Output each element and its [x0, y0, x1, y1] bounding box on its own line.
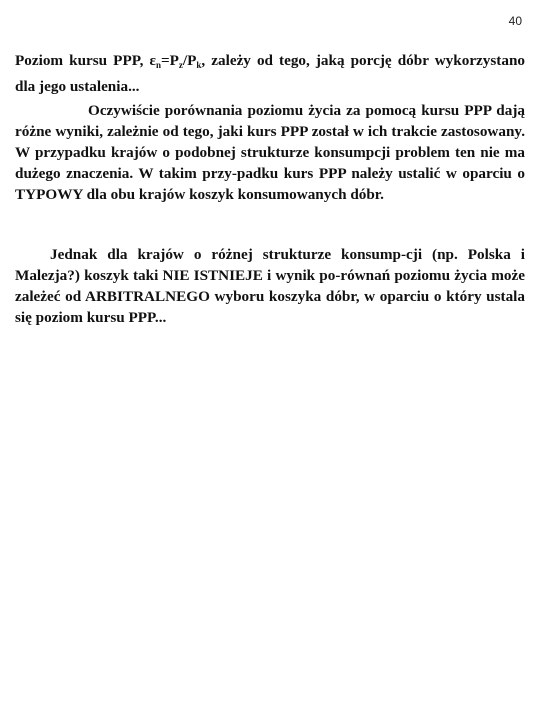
page-number: 40 [508, 14, 522, 28]
paragraph-ppp-level-text-b: =P [160, 52, 179, 69]
paragraph-ppp-level-text-c: /P [182, 52, 197, 69]
subscript-k: k [196, 60, 202, 70]
paragraph-ppp-level [15, 50, 525, 97]
paragraph-comparisons: Oczywiście porównania poziomu życia za pomocą kursu PPP dają różne wyniki, zależnie od tego, jaki kurs PPP został w ich trakcie zastosowany. W przypadku krajów o podobnej strukturze konsumpcji problem ten nie ma dużego znaczenia. W takim przy-padku kurs PPP należy ustalić w oparciu o TYPOWY dla obu krajów koszyk konsumowanych dóbr. [15, 102, 525, 203]
paragraph-ppp-level-text-a: Poziom kursu PPP, ε [15, 52, 156, 69]
paragraph-different-structure: Jednak dla krajów o różnej strukturze konsump-cji (np. Polska i Malezja?) koszyk taki NIE ISTNIEJE i wynik po-równań poziomu życia może zależeć od ARBITRALNEGO wyboru koszyka dóbr, w oparciu o który ustala się poziom kursu PPP... [15, 246, 525, 326]
paragraph-ppp-level-text-d: , zależy od tego, jaką porcję dóbr wykorzystano dla jego ustalenia... [15, 52, 525, 95]
subscript-z: z [178, 60, 183, 70]
subscript-n: n [155, 60, 161, 70]
